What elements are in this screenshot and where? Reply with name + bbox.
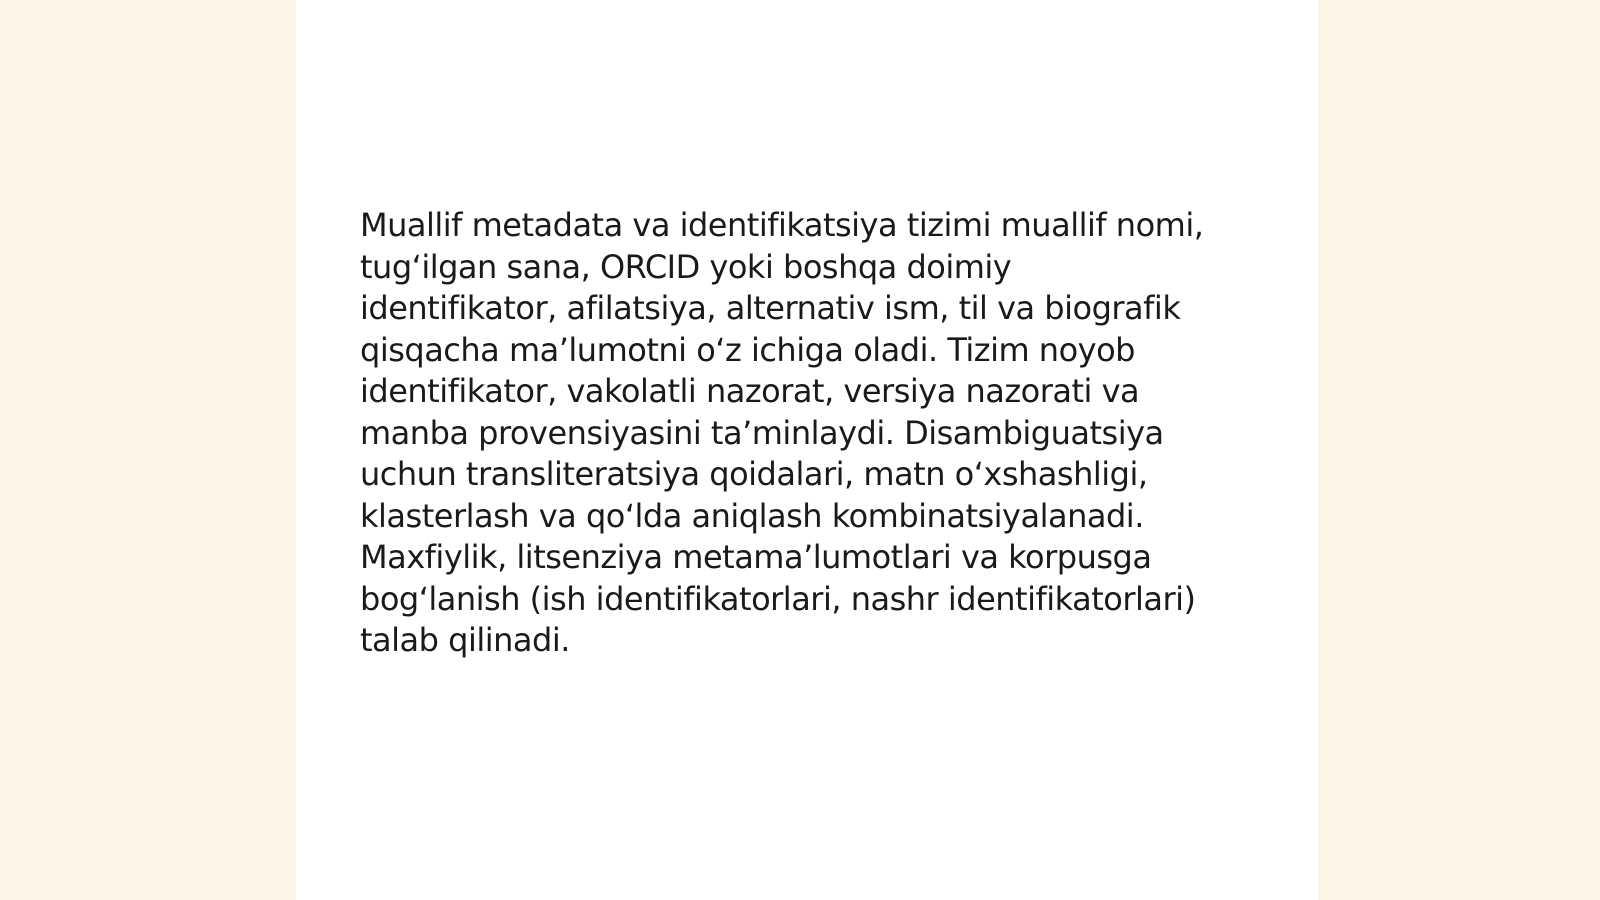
paragraph-line: talab qilinadi. [360, 621, 570, 659]
document-page [296, 0, 1318, 900]
paragraph-line: identifikator, afilatsiya, alternativ ism, til va biografik [360, 289, 1181, 327]
paragraph-line: tug‘ilgan sana, ORCID yoki boshqa doimiy [360, 247, 1012, 286]
paragraph-line: Maxfiylik, litsenziya metama’lumotlari va korpusga [360, 538, 1152, 576]
body-paragraph [360, 205, 1260, 662]
paragraph-line: klasterlash va qo‘lda aniqlash kombinatsiyalanadi. [360, 496, 1144, 535]
paragraph-line: manba provensiyasini ta’minlaydi. Disambiguatsiya [360, 413, 1164, 452]
paragraph-line: Muallif metadata va identifikatsiya tizimi muallif nomi, [360, 206, 1204, 244]
paragraph-line: uchun transliteratsiya qoidalari, matn o‘xshashligi, [360, 455, 1148, 493]
paragraph-line: identifikator, vakolatli nazorat, versiya nazorati va [360, 372, 1140, 410]
paragraph-line: bog‘lanish (ish identifikatorlari, nashr identifikatorlari) [360, 579, 1196, 618]
paragraph-line: qisqacha ma’lumotni o‘z ichiga oladi. Tizim noyob [360, 330, 1135, 369]
